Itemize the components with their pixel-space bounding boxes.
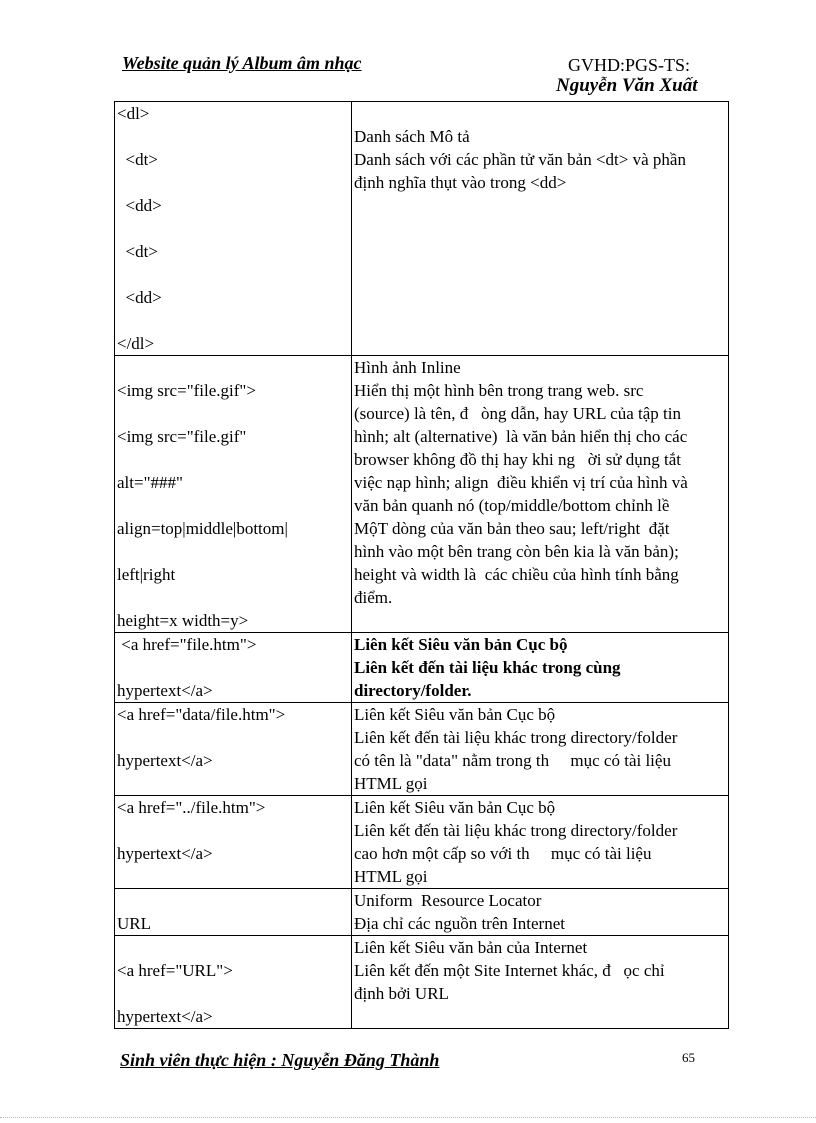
tag-line: [117, 982, 349, 1005]
table-row: [115, 102, 729, 356]
advisor-name: Nguyễn Văn Xuất: [556, 75, 698, 96]
description-line: văn bản quanh nó (top/middle/bottom chỉnh lề: [354, 496, 670, 515]
tag-cell: [115, 102, 352, 356]
tag-cell: [115, 796, 352, 889]
description-cell: [352, 796, 729, 889]
tag-line: [117, 586, 349, 609]
tag-line: left|right: [117, 565, 176, 584]
description-line: Liên kết đến tài liệu khác trong directory/folder: [354, 821, 678, 840]
tag-cell: [115, 356, 352, 633]
description-line: [354, 1005, 726, 1028]
description-line: browser không đồ thị hay khi ng ời sử dụng tắt: [354, 450, 682, 469]
advisor-label: GVHD:PGS-TS:: [568, 55, 691, 75]
description-line: việc nạp hình; align điều khiển vị trí của hình và: [354, 473, 688, 492]
page-edge-divider: [0, 1117, 816, 1118]
page-number: 65: [682, 1050, 695, 1065]
description-line: Liên kết đến một Site Internet khác, đ ọc chỉ: [354, 961, 665, 980]
description-cell: [352, 936, 729, 1029]
description-cell: [352, 102, 729, 356]
tag-line: <a href="data/file.htm">: [117, 705, 286, 724]
tag-line: [117, 125, 349, 148]
tag-line: <dt>: [117, 150, 158, 169]
tag-line: [117, 819, 349, 842]
description-line: định nghĩa thụt vào trong <dd>: [354, 173, 567, 192]
tag-cell: [115, 936, 352, 1029]
table-row: [115, 889, 729, 936]
description-line: Uniform Resource Locator: [354, 891, 542, 910]
html-tag-table: [114, 101, 729, 1029]
tag-line: [117, 540, 349, 563]
description-line: cao hơn một cấp so với th mục có tài liệu: [354, 844, 652, 863]
description-cell: [352, 633, 729, 703]
tag-line: [117, 494, 349, 517]
description-line: Liên kết đến tài liệu khác trong directory/folder: [354, 728, 678, 747]
description-cell: [352, 889, 729, 936]
description-cell: [352, 356, 729, 633]
tag-line: hypertext</a>: [117, 681, 213, 700]
tag-cell: [115, 633, 352, 703]
table-row: [115, 703, 729, 796]
description-line: Địa chỉ các nguồn trên Internet: [354, 914, 565, 933]
tag-line: </dl>: [117, 334, 155, 353]
header-title: Website quản lý Album âm nhạc: [122, 53, 362, 73]
tag-line: [117, 309, 349, 332]
tag-line: align=top|middle|bottom|: [117, 519, 288, 538]
description-line: định bởi URL: [354, 984, 449, 1003]
table-row: [115, 936, 729, 1029]
description-line: hình; alt (alternative) là văn bản hiển thị cho các: [354, 427, 688, 446]
tag-line: [117, 889, 349, 912]
description-line: HTML gọi: [354, 774, 428, 793]
table-row: [115, 796, 729, 889]
description-line: hình vào một bên trang còn bên kia là văn bản);: [354, 542, 679, 561]
description-line: Liên kết đến tài liệu khác trong cùng: [354, 658, 621, 677]
tag-line: [117, 656, 349, 679]
description-line: Hình ảnh Inline: [354, 358, 461, 377]
tag-line: [117, 448, 349, 471]
tag-line: <dd>: [117, 288, 162, 307]
tag-line: URL: [117, 914, 151, 933]
footer-student: Sinh viên thực hiện : Nguyễn Đăng Thành: [120, 1050, 440, 1070]
description-line: Danh sách Mô tả: [354, 127, 470, 146]
tag-line: [117, 356, 349, 379]
tag-line: hypertext</a>: [117, 751, 213, 770]
description-line: height và width là các chiều của hình tính bằng: [354, 565, 679, 584]
tag-line: [117, 726, 349, 749]
description-line: Hiển thị một hình bên trong trang web. src: [354, 381, 644, 400]
description-line: (source) là tên, đ òng dẫn, hay URL của tập tin: [354, 404, 681, 423]
tag-cell: [115, 889, 352, 936]
tag-cell: [115, 703, 352, 796]
tag-line: <dd>: [117, 196, 162, 215]
description-line: Liên kết Siêu văn bản Cục bộ: [354, 635, 568, 654]
description-line: directory/folder.: [354, 681, 472, 700]
tag-line: [117, 263, 349, 286]
tag-line: [117, 936, 349, 959]
description-line: HTML gọi: [354, 867, 428, 886]
description-line: Liên kết Siêu văn bản của Internet: [354, 938, 588, 957]
description-line: có tên là "data" nằm trong th mục có tài liệu: [354, 751, 671, 770]
tag-line: [117, 402, 349, 425]
description-line: Liên kết Siêu văn bản Cục bộ: [354, 705, 556, 724]
tag-line: <img src="file.gif": [117, 427, 247, 446]
tag-line: <img src="file.gif">: [117, 381, 256, 400]
tag-line: hypertext</a>: [117, 844, 213, 863]
tag-line: <a href="../file.htm">: [117, 798, 266, 817]
description-line: điểm.: [354, 588, 393, 607]
description-line: Danh sách với các phần tử văn bản <dt> và phần: [354, 150, 686, 169]
tag-line: alt="###": [117, 473, 183, 492]
tag-line: hypertext</a>: [117, 1007, 213, 1026]
tag-line: [117, 217, 349, 240]
tag-line: [117, 171, 349, 194]
description-line: [354, 102, 726, 125]
tag-line: <a href="file.htm">: [117, 635, 257, 654]
tag-line: <a href="URL">: [117, 961, 233, 980]
tag-line: <dl>: [117, 104, 150, 123]
tag-line: height=x width=y>: [117, 611, 249, 630]
table-row: [115, 633, 729, 703]
tag-line: <dt>: [117, 242, 158, 261]
description-cell: [352, 703, 729, 796]
table-row: [115, 356, 729, 633]
description-line: Liên kết Siêu văn bản Cục bộ: [354, 798, 556, 817]
description-line: MộT dòng của văn bản theo sau; left/right đặt: [354, 519, 670, 538]
